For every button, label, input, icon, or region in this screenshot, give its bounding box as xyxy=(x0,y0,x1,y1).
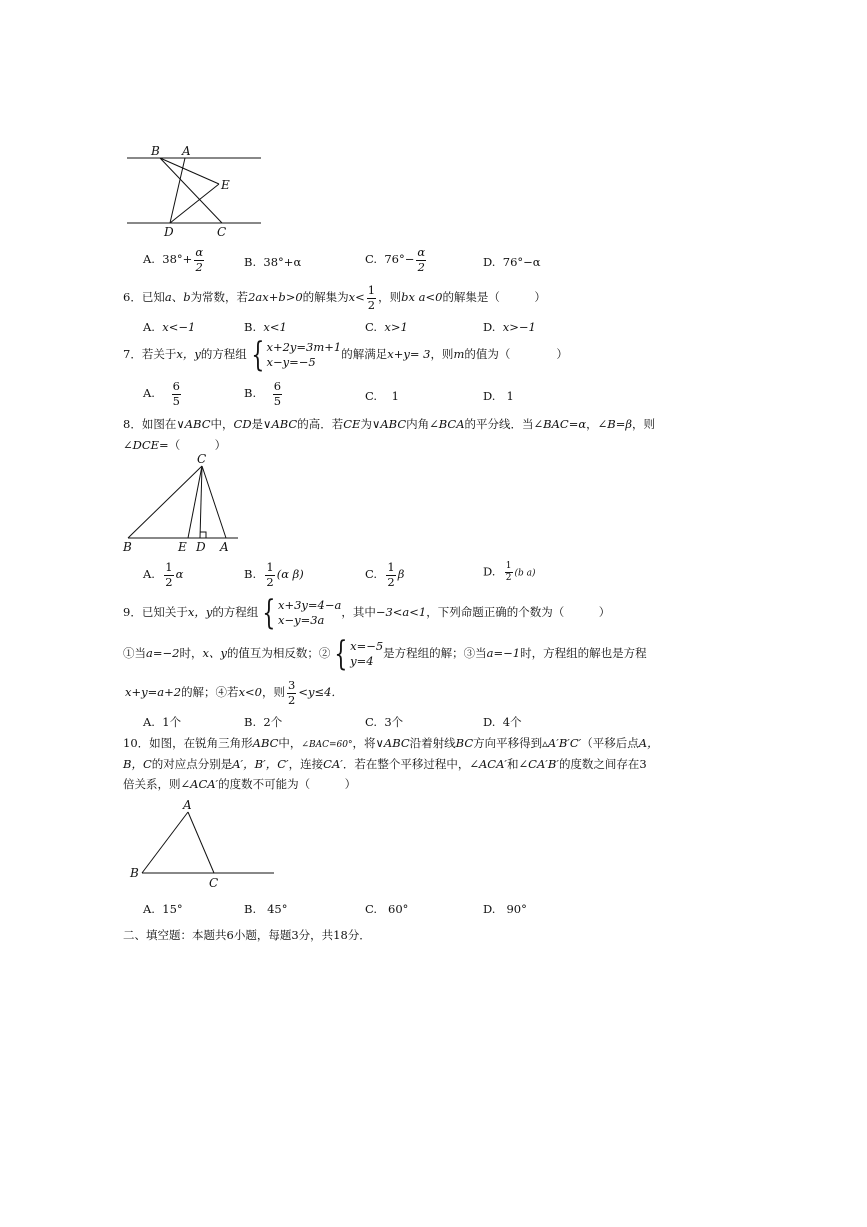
q10-stem-line2: B，C的对应点分别是A′，B′，C′，连接CA′．若在整个平移过程中，∠ACA′和∠CA′B′的度数之间存在3 xyxy=(123,757,647,771)
q8-option-d[interactable]: D. $\frac{1}{2}$ (b a) xyxy=(483,561,536,583)
label-B: B xyxy=(130,866,139,880)
q10-option-b[interactable]: B. 45° xyxy=(244,902,288,916)
q6-option-a[interactable]: A. x<−1 xyxy=(143,320,196,334)
q7-option-a[interactable]: A. $\frac{6}{5}$ xyxy=(143,379,180,408)
q10-option-d[interactable]: D. 90° xyxy=(483,902,527,916)
q5-option-b[interactable]: B. 38°+α xyxy=(244,255,302,269)
label-C: C xyxy=(217,225,227,239)
q9-equation-system: { x+3y=4−a x−y=3a xyxy=(262,593,342,633)
q9-stem-line1: 9．已知关于x，y的方程组 { x+3y=4−a x−y=3a ，其中−3<a<1，下列命题正确的个数为（ ） xyxy=(123,593,611,633)
q6-option-b[interactable]: B. x<1 xyxy=(244,320,287,334)
q9-option-c[interactable]: C. 3个 xyxy=(365,715,404,729)
label-D: D xyxy=(196,540,206,554)
q10-stem-line1: 10．如图，在锐角三角形ABC中，∠BAC=60°，将∨ABC沿着射线BC方向平移得到▵A′B′C′（平移后点A， xyxy=(123,736,659,750)
q10-option-a[interactable]: A. 15° xyxy=(143,902,183,916)
q5-option-c[interactable]: C. 76°− $\frac{\alpha}{2}$ xyxy=(365,245,426,274)
q8-stem-line2: ∠DCE=（ ） xyxy=(123,438,227,452)
figure-q8 xyxy=(120,452,250,554)
label-C: C xyxy=(197,452,207,466)
figure-q5 xyxy=(120,140,270,240)
q8-option-a[interactable]: A. $\frac{1}{2}$ α xyxy=(143,560,184,589)
q5-option-d[interactable]: D. 76°−α xyxy=(483,255,541,269)
q7-equation-system: { x+2y=3m+1 x−y=−5 xyxy=(251,335,342,375)
q7-option-c[interactable]: C. 1 xyxy=(365,389,399,403)
label-E: E xyxy=(221,178,230,192)
q10-stem-line3: 倍关系，则∠ACA′的度数不可能为（ ） xyxy=(123,777,357,791)
q6-option-c[interactable]: C. x>1 xyxy=(365,320,408,334)
q9-stem-line2: ①当a=−2时，x、y的值互为相反数；② { x=−5 y=4 是方程组的解；③当a=−1时，方程组的解也是方程 xyxy=(123,634,647,674)
label-C: C xyxy=(209,876,219,890)
q9-option-d[interactable]: D. 4个 xyxy=(483,715,522,729)
label-A: A xyxy=(182,144,191,158)
q9-option-a[interactable]: A. 1个 xyxy=(143,715,182,729)
q6-option-d[interactable]: D. x>−1 xyxy=(483,320,536,334)
q5-option-a[interactable]: A. 38°+ $\frac{\alpha}{2}$ xyxy=(143,245,204,274)
q9-solution-system: { x=−5 y=4 xyxy=(334,634,384,674)
section2-heading: 二、填空题：本题共6小题，每题3分，共18分． xyxy=(123,928,371,942)
q9-stem-line3: x+y=a+2的解；④若x<0，则 $\frac{3}{2}$ <y≤4． xyxy=(125,678,343,707)
q7-option-b[interactable]: B. $\frac{6}{5}$ xyxy=(244,379,282,408)
q7-stem: 7．若关于x，y的方程组 { x+2y=3m+1 x−y=−5 的解满足x+y= 3，则m的值为（ ） xyxy=(123,335,568,375)
q8-option-c[interactable]: C. $\frac{1}{2}$ β xyxy=(365,560,405,589)
q8-option-b[interactable]: B. $\frac{1}{2}$ (α β) xyxy=(244,560,304,589)
q6-stem: 6．已知a、b为常数，若2ax+b>0的解集为x< $\frac{1}{2}$ ，则bx a<0的解集是（ ） xyxy=(123,283,546,312)
q10-option-c[interactable]: C. 60° xyxy=(365,902,409,916)
label-B: B xyxy=(151,144,160,158)
q7-option-d[interactable]: D. 1 xyxy=(483,389,514,403)
label-D: D xyxy=(164,225,174,239)
figure-q10 xyxy=(126,796,278,890)
label-A: A xyxy=(220,540,229,554)
label-E: E xyxy=(178,540,187,554)
label-B: B xyxy=(123,540,132,554)
label-A: A xyxy=(183,798,192,812)
q8-stem-line1: 8．如图在∨ABC中，CD是∨ABC的高．若CE为∨ABC内角∠BCA的平分线．当∠BAC=α，∠B=β，则 xyxy=(123,417,655,431)
q9-option-b[interactable]: B. 2个 xyxy=(244,715,283,729)
